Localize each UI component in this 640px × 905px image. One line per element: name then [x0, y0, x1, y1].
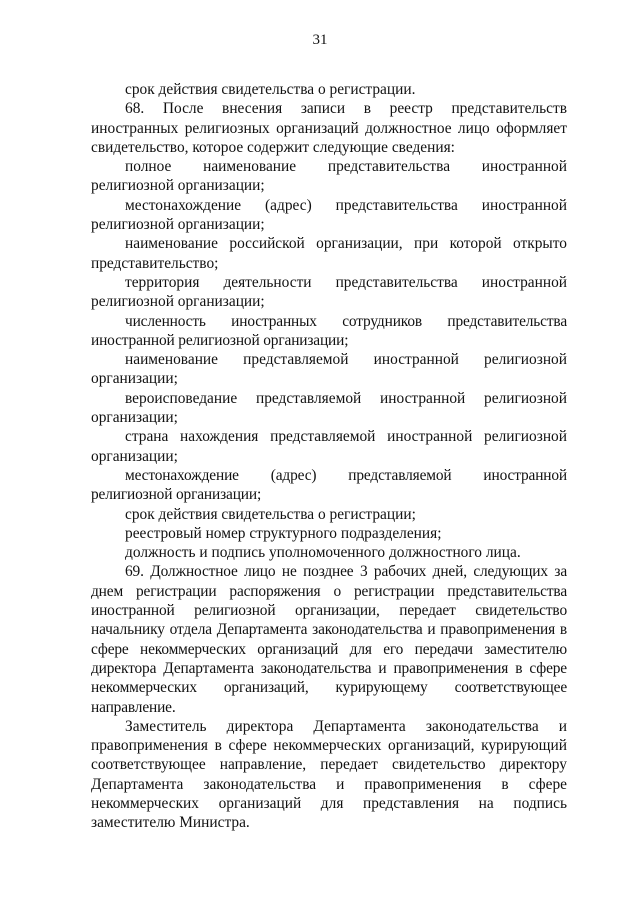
- list-item: срок действия свидетельства о регистрации;: [125, 505, 416, 523]
- paragraph: Заместитель директора Департамента законодательства и правоприменения в сфере некоммерческих организаций, курирующий соответствующее направление, передает свидетельство директору Департамента законодательства и правоприменения в сфере некоммерческих организаций для представления на подпись заместителю Министра.: [91, 717, 567, 832]
- list-item: численность иностранных сотрудников представительства иностранной религиозной организации;: [91, 312, 567, 349]
- list-item: местонахождение (адрес) представительства иностранной религиозной организации;: [91, 196, 567, 234]
- document-body: [91, 80, 567, 833]
- list-item: должность и подпись уполномоченного должностного лица.: [125, 544, 521, 562]
- list-item: местонахождение (адрес) представляемой иностранной религиозной организации;: [91, 466, 567, 504]
- paragraph: срок действия свидетельства о регистрации.: [125, 81, 416, 98]
- paragraph: 69. Должностное лицо не позднее 3 рабочих дней, следующих за днем регистрации распоряжения о регистрации представительства иностранной религиозной организации, передает свидетельство начальнику отдела Департамента законодательства и правоприменения в сфере некоммерческих организаций для его передачи заместителю директора Департамента законодательства и правоприменения в сфере некоммерческих организаций, курирующему соответствующее направление.: [91, 563, 567, 716]
- list-item: полное наименование представительства иностранной религиозной организации;: [91, 158, 567, 195]
- paragraph: 68. После внесения записи в реестр представительств иностранных религиозных организаций должностное лицо оформляет свидетельство, которое содержит следующие сведения:: [91, 100, 567, 156]
- list-item: вероисповедание представляемой иностранной религиозной организации;: [91, 389, 567, 427]
- list-item: реестровый номер структурного подразделения;: [125, 524, 442, 542]
- list-item: страна нахождения представляемой иностранной религиозной организации;: [91, 428, 567, 465]
- list-item: наименование представляемой иностранной религиозной организации;: [91, 351, 567, 388]
- list-item: наименование российской организации, при которой открыто представительство;: [91, 235, 567, 272]
- page-number: 31: [312, 32, 328, 48]
- list-item: территория деятельности представительства иностранной религиозной организации;: [91, 273, 567, 311]
